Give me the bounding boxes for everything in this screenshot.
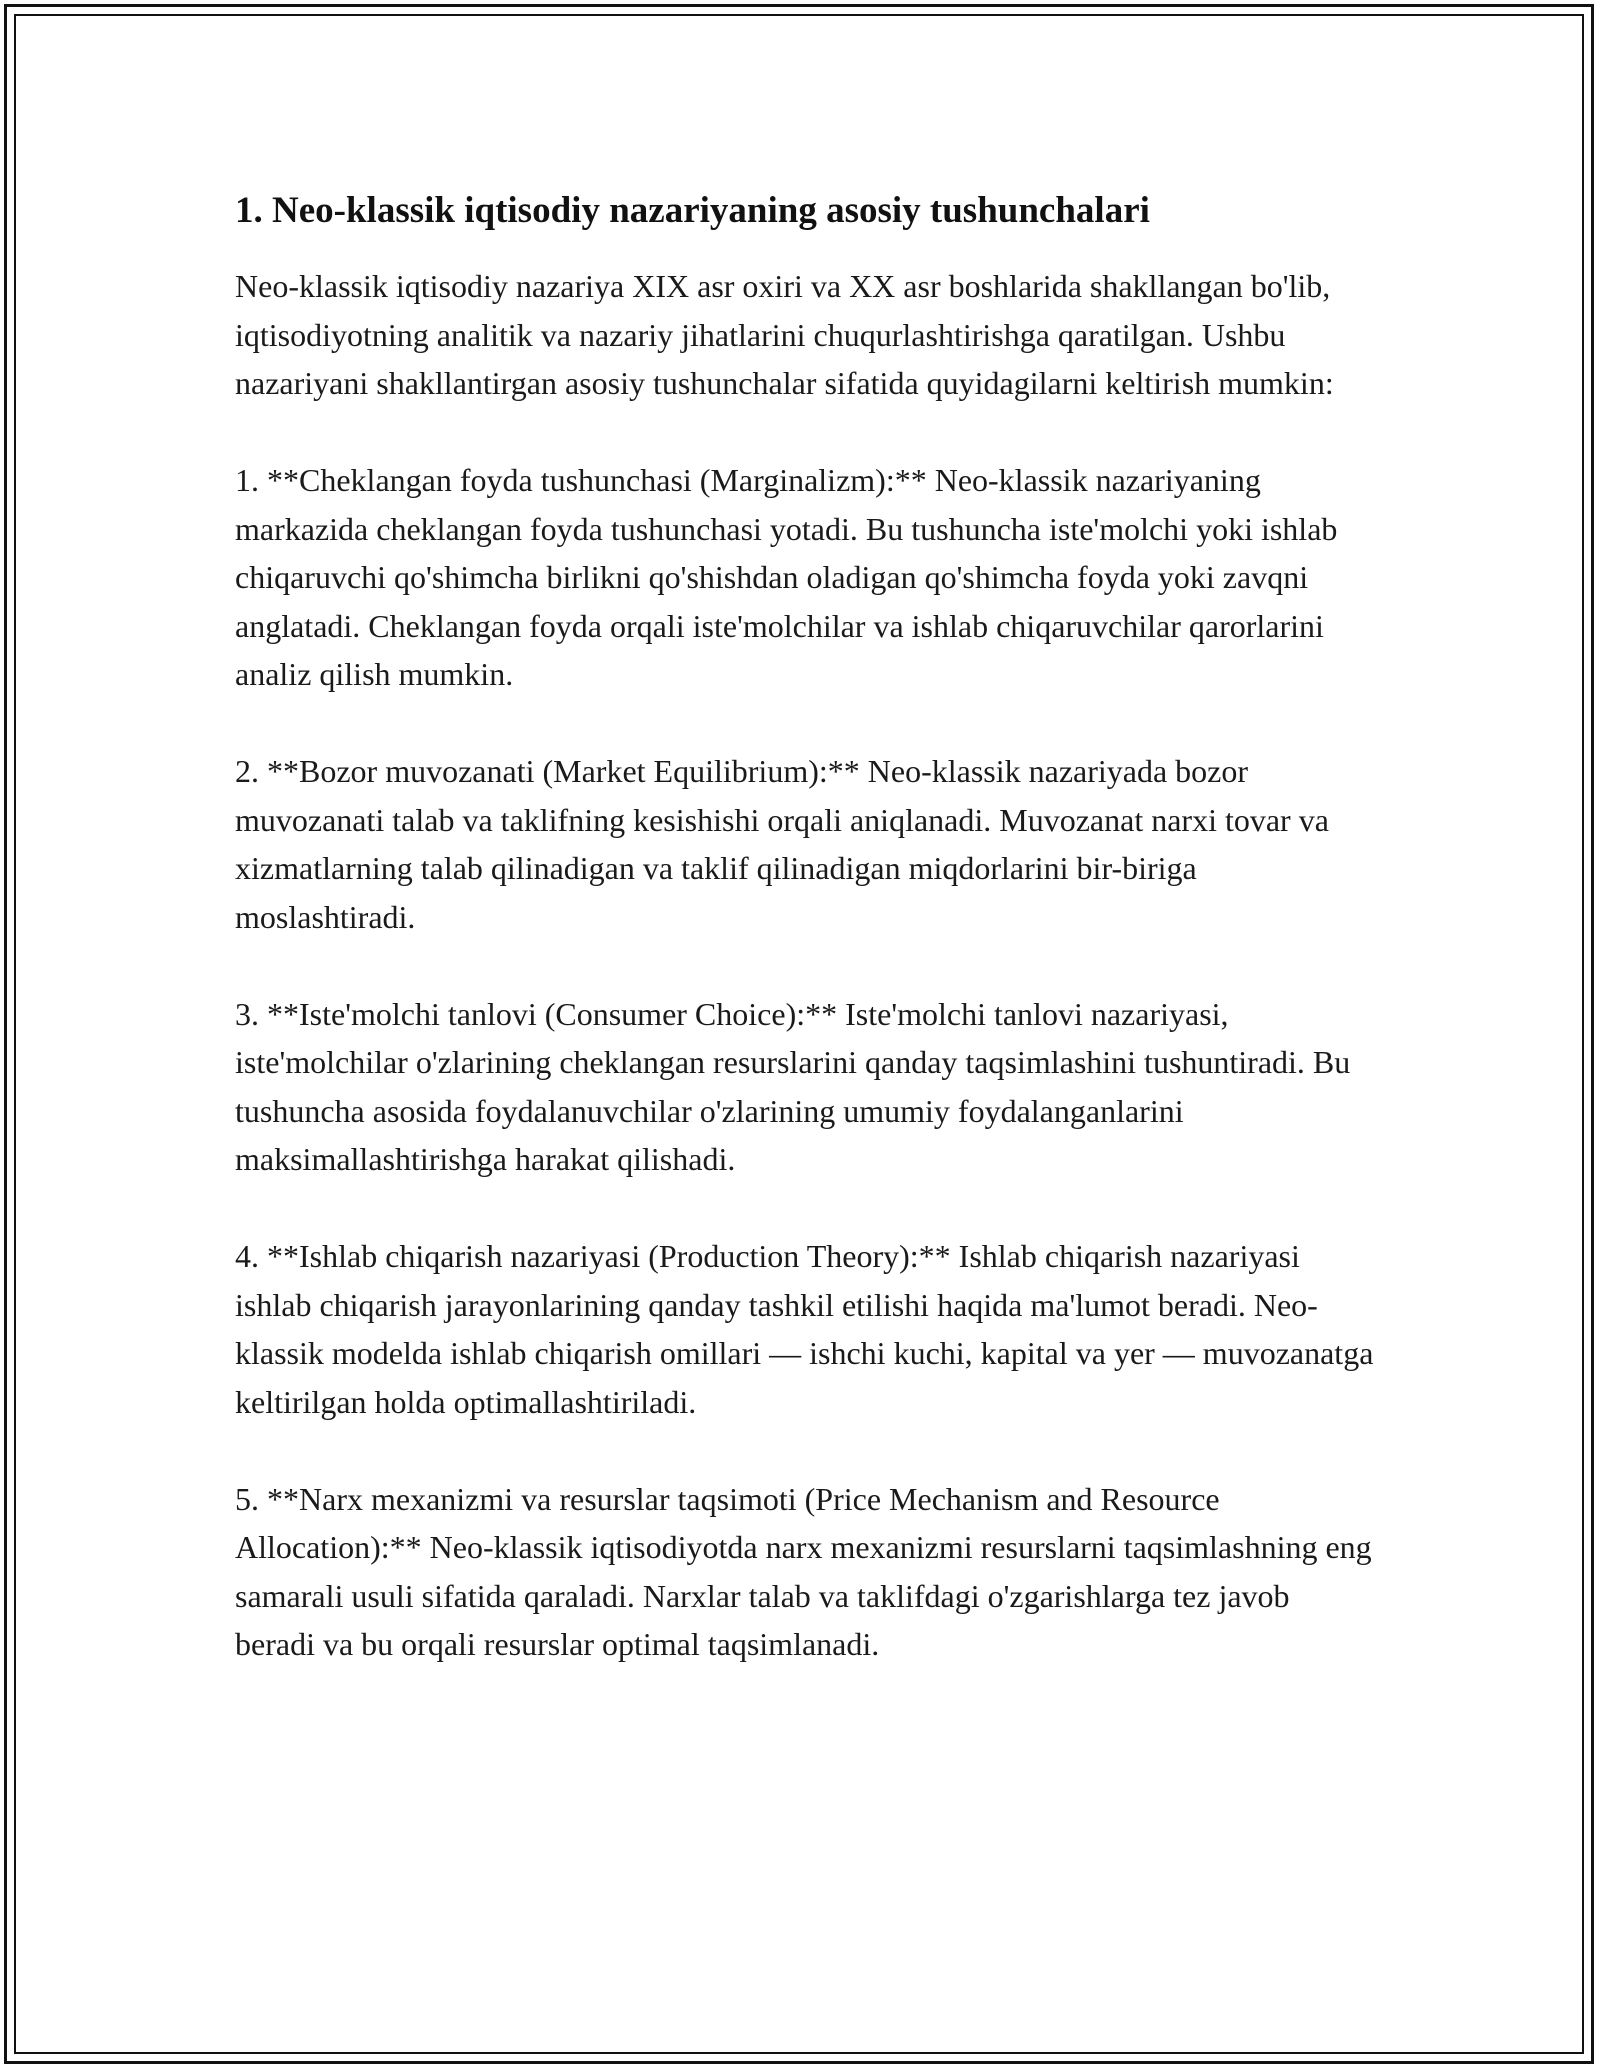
intro-paragraph: Neo-klassik iqtisodiy nazariya XIX asr oxiri va XX asr boshlarida shakllangan bo'lib, iqtisodiyotning analitik va nazariy jihatlarini chuqurlashtirishga qaratilgan. Ushbu nazariyani shakllantirgan asosiy tushunchalar sifatida quyidagilarni keltirish mumkin: xyxy=(235,268,1334,401)
list-item-price-mechanism: 5. **Narx mexanizmi va resurslar taqsimoti (Price Mechanism and Resource Allocation):** Neo-klassik iqtisodiyotda narx mexanizmi resurslarni taqsimlashning eng samarali usuli sifatida qaraladi. Narxlar talab va taklifdagi o'zgarishlarga tez javob beradi va bu orqali resurslar optimal taqsimlanadi. xyxy=(235,1480,1372,1662)
list-item-market-equilibrium: 2. **Bozor muvozanati (Market Equilibrium):** Neo-klassik nazariyada bozor muvozanati talab va taklifning kesishishi orqali aniqlanadi. Muvozanat narxi tovar va xizmatlarning talab qilinadigan va taklif qilinadigan miqdorlarini bir-biriga moslashtiradi. xyxy=(235,753,1329,935)
list-item-marginalism: 1. **Cheklangan foyda tushunchasi (Marginalizm):** Neo-klassik nazariyaning markazida cheklangan foyda tushunchasi yotadi. Bu tushuncha iste'molchi yoki ishlab chiqaruvchi qo'shimcha birlikni qo'shishdan oladigan qo'shimcha foyda yoki zavqni anglatadi. Cheklangan foyda orqali iste'molchilar va ishlab chiqaruvchilar qarorlarini analiz qilish mumkin. xyxy=(235,462,1338,692)
list-item-consumer-choice: 3. **Iste'molchi tanlovi (Consumer Choice):** Iste'molchi tanlovi nazariyasi, iste'molchilar o'zlarining cheklangan resurslarini qanday taqsimlashini tushuntiradi. Bu tushuncha asosida foydalanuvchilar o'zlarining umumiy foydalanganlarini maksimallashtirishga harakat qilishadi. xyxy=(235,995,1351,1177)
document-body xyxy=(235,188,1375,1717)
list-item-production-theory: 4. **Ishlab chiqarish nazariyasi (Production Theory):** Ishlab chiqarish nazariyasi ishlab chiqarish jarayonlarining qanday tashkil etilishi haqida ma'lumot beradi. Neo-klassik modelda ishlab chiqarish omillari — ishchi kuchi, kapital va yer — muvozanatga keltirilgan holda optimallashtiriladi. xyxy=(235,1238,1374,1420)
section-heading: 1. Neo-klassik iqtisodiy nazariyaning asosiy tushunchalari xyxy=(235,190,1150,231)
